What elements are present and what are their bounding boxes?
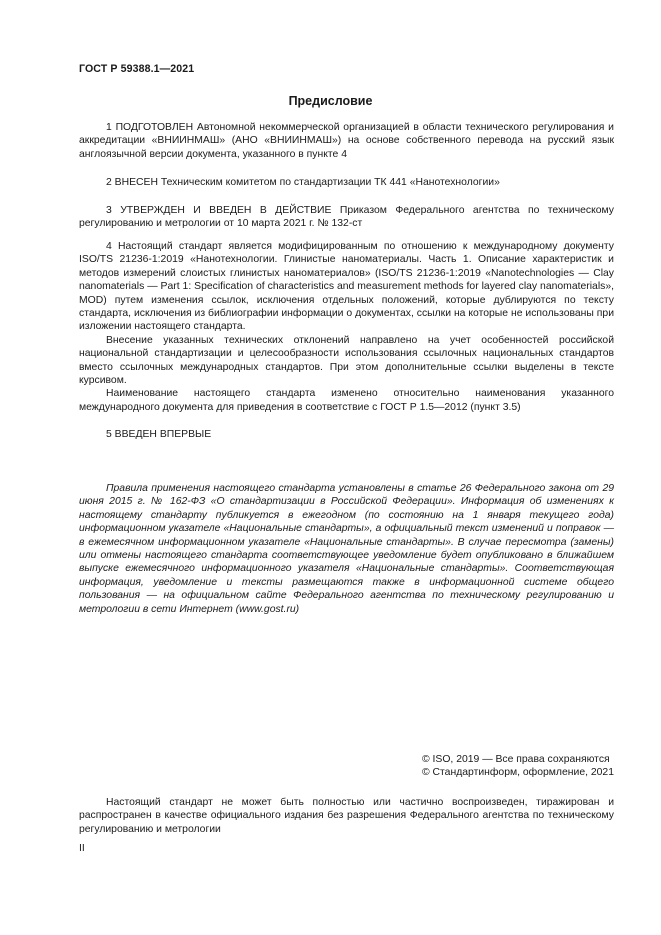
item-4 — [79, 240, 614, 414]
reproduction-text: Настоящий стандарт не может быть полностью или частично воспроизведен, тиражирован и распространен в качестве официального издания без разрешения Федерального агентства по техническому регулированию и метрологии — [79, 797, 614, 835]
page-title: Предисловие — [288, 94, 373, 108]
item-4-deviations: Внесение указанных технических отклонений направлено на учет особенностей российской национальной стандартизации и целесообразности использования ссылочных национальных стандартов вместо ссылочных международных стандартов. При этом дополнительные ссылки выделены в тексте курсивом. — [79, 334, 614, 387]
document-code: ГОСТ Р 59388.1—2021 — [79, 63, 195, 75]
item-3-text: 3 УТВЕРЖДЕН И ВВЕДЕН В ДЕЙСТВИЕ Приказом Федерального агентства по техническому регулированию и метрологии от 10 марта 2021 г. № 132-ст — [79, 205, 614, 230]
item-5 — [79, 428, 614, 441]
item-3 — [79, 204, 614, 231]
item-2-text: 2 ВНЕСЕН Техническим комитетом по стандартизации ТК 441 «Нанотехнологии» — [106, 177, 500, 188]
item-5-text: 5 ВВЕДЕН ВПЕРВЫЕ — [106, 429, 212, 440]
reproduction-notice — [79, 796, 614, 836]
item-1 — [79, 121, 614, 161]
application-rules-notice — [79, 482, 614, 616]
item-4-text: 4 Настоящий стандарт является модифицированным по отношению к международному документу ISO/TS 21236-1:2019 «Нанотехнологии. Глинистые наноматериалы. Часть 1. Описание характеристик и методов измерений слоистых глинистых наноматериалов» (ISO/TS 21236-1:2019 «Nanotechnologies — Clay nanomaterials — Part 1: Specification of characteristics and measurement methods for layered clay nanomaterials», MOD) путем изменения ссылок, исключения отдельных положений, которые дублируются по тексту стандарта, исключения из библиографии информации о документах, ссылки на которые не использованы при изложении настоящего стандарта. — [79, 241, 614, 333]
copyright-standartinform: © Стандартинформ, оформление, 2021 — [421, 767, 614, 779]
copyright-block — [422, 753, 614, 780]
copyright-iso: © ISO, 2019 — Все права сохраняются — [421, 754, 610, 765]
notice-text: Правила применения настоящего стандарта установлены в статье 26 Федерального закона от 29 июня 2015 г. № 162-ФЗ «О стандартизации в Российской Федерации». Информация об изменениях к настоящему стандарту публикуется в ежегодном (по состоянию на 1 января текущего года) информационном указателе «Национальные стандарты», а официальный текст изменений и поправок — в ежемесячном информационном указателе «Национальные стандарты». В случае пересмотра (замены) или отмены настоящего стандарта соответствующее уведомление будет опубликовано в ближайшем выпуске ежемесячного информационного указателя «Национальные стандарты». Соответствующая информация, уведомление и тексты размещаются также в информационной системе общего пользования — на официальном сайте Федерального агентства по техническому регулированию и метрологии в сети Интернет (www.gost.ru) — [79, 483, 614, 615]
item-1-text: 1 ПОДГОТОВЛЕН Автономной некоммерческой организацией в области технического регулирования и аккредитации «ВНИИНМАШ» (АНО «ВНИИНМАШ») на основе собственного перевода на русский язык англоязычной версии документа, указанного в пункте 4 — [79, 122, 614, 160]
item-4-title-change: Наименование настоящего стандарта изменено относительно наименования указанного международного документа для приведения в соответствие с ГОСТ Р 1.5—2012 (пункт 3.5) — [79, 388, 614, 413]
page-number: II — [79, 843, 85, 854]
item-2 — [79, 176, 614, 189]
